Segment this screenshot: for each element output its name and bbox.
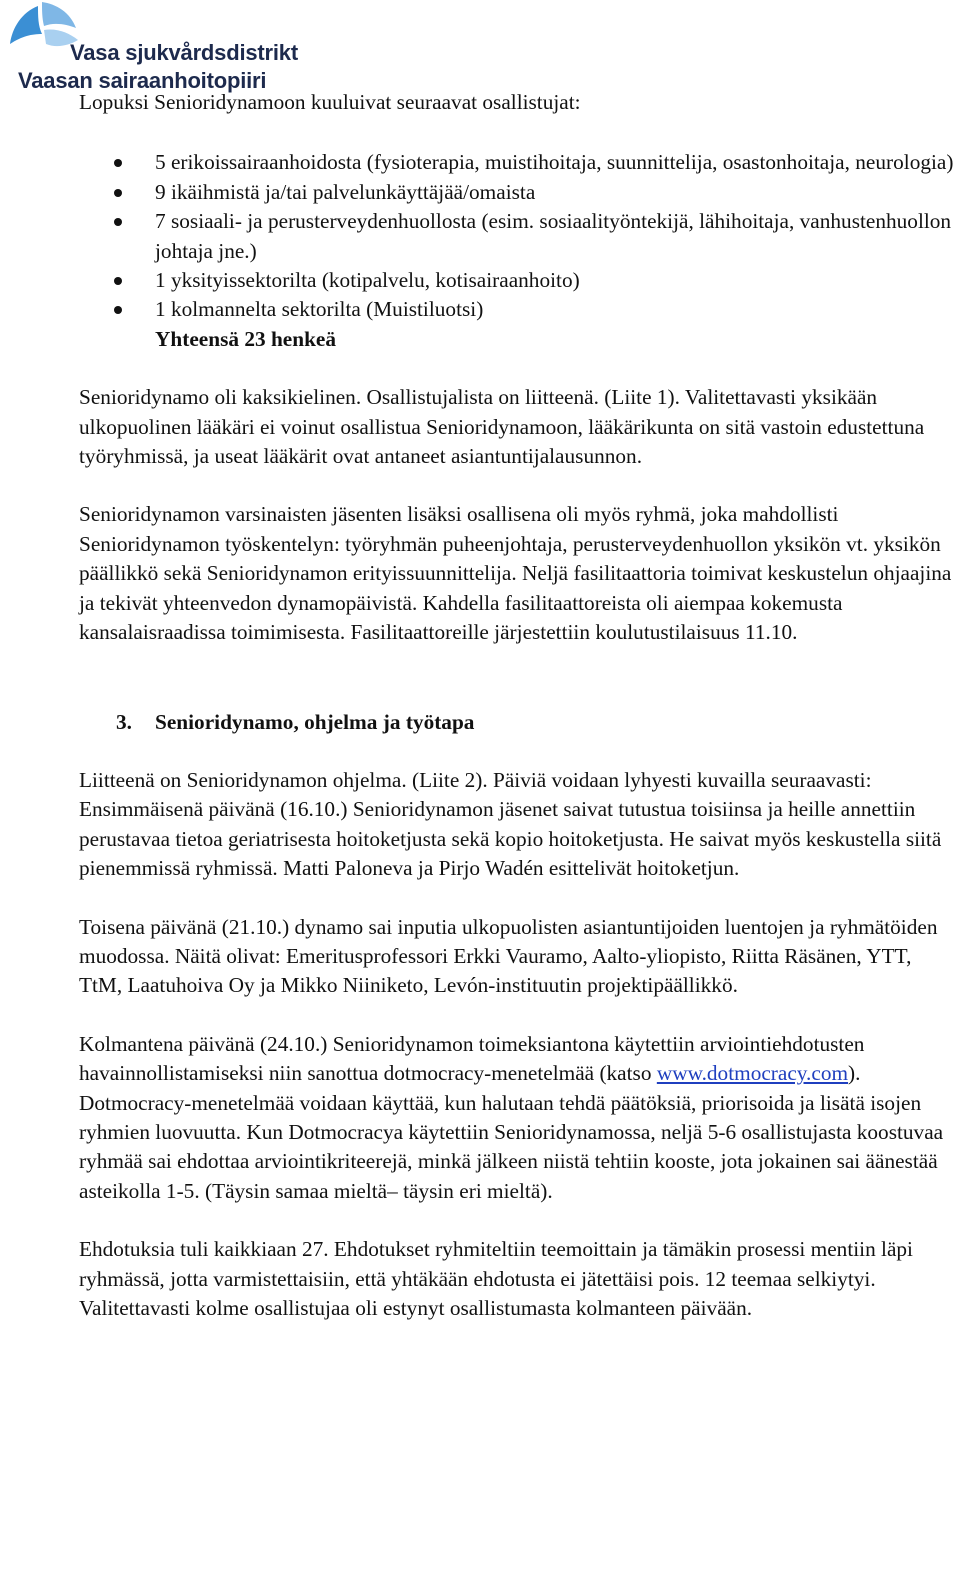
document-body bbox=[79, 88, 959, 1352]
paragraph-day-three: Kolmantena päivänä (24.10.) Senioridynamon toimeksiantona käytettiin arviointiehdotusten havainnollistamiseksi niin sanottua dotmocracy-menetelmää (katso www.dotmocracy.com). Dotmocracy-menetelmää voidaan käyttää, kun halutaan tehdä päätöksiä, priorisoida ja lisätä isojen ryhmien luovuutta. Kun Dotmocracya käytettiin Senioridynamossa, neljä 5-6 osallistujasta koostuvaa ryhmää sai ehdottaa arviointikriteerejä, minkä jälkeen niistä tehtiin kooste, jota jokainen sai äänestää asteikolla 1-5. (Täysin samaa mieltä– täysin eri mieltä). bbox=[79, 1031, 944, 1203]
participant-total: Yhteensä 23 henkeä bbox=[155, 326, 337, 351]
logo bbox=[8, 0, 328, 95]
logo-text-swedish: Vasa sjukvårdsdistrikt bbox=[70, 40, 298, 65]
list-item: 5 erikoissairaanhoidosta (fysioterapia, muistihoitaja, suunnittelija, osastonhoitaja, neurologia) bbox=[155, 148, 959, 177]
section-heading bbox=[79, 708, 959, 737]
logo-text-finnish: Vaasan sairaanhoitopiiri bbox=[18, 68, 267, 93]
bullet-icon bbox=[114, 189, 122, 197]
paragraph-proposals: Ehdotuksia tuli kaikkiaan 27. Ehdotukset ryhmiteltiin teemoittain ja tämäkin prosessi mentiin läpi ryhmässä, jotta varmistettaisiin, että yhtäkään ehdotusta ei jätettäisi pois. 12 teemaa selkiytyi. Valitettavasti kolme osallistujaa oli estynyt osallistumasta kolmanteen päivään. bbox=[79, 1237, 913, 1320]
bullet-icon bbox=[114, 277, 122, 285]
list-item: 1 yksityissektorilta (kotipalvelu, kotisairaanhoito) bbox=[155, 266, 959, 295]
list-item: 9 ikäihmistä ja/tai palvelunkäyttäjää/omaista bbox=[155, 178, 959, 207]
participant-list bbox=[79, 148, 959, 324]
paragraph-bilingual: Senioridynamo oli kaksikielinen. Osallistujalista on liitteenä. (Liite 1). Valitettavasti yksikään ulkopuolinen lääkäri ei voinut osallistua Senioridynamoon, lääkärikunta on sitä vastoin edustettuna työryhmissä, ja useat lääkärit ovat antaneet asiantuntijalausunnon. bbox=[79, 385, 925, 469]
intro-paragraph: Lopuksi Senioridynamoon kuuluivat seuraavat osallistujat: bbox=[79, 90, 581, 114]
bullet-icon bbox=[114, 306, 122, 314]
paragraph-day-one: Ensimmäisenä päivänä (16.10.) Senioridynamon jäsenet saivat tutustua toisiinsa ja heille annettiin perustavaa tietoa geriatrisesta hoitoketjusta sekä kopio hoitoketjusta. He saivat myös keskustella siitä pienemmissä ryhmissä. Matti Paloneva ja Pirjo Wadén esittelivät hoitoketjun. bbox=[79, 797, 942, 881]
section-title: Senioridynamo, ohjelma ja työtapa bbox=[155, 709, 475, 734]
bullet-icon bbox=[114, 159, 122, 167]
bullet-icon bbox=[114, 218, 122, 226]
list-item: 1 kolmannelta sektorilta (Muistiluotsi) bbox=[155, 295, 959, 324]
paragraph-day-two: Toisena päivänä (21.10.) dynamo sai inputia ulkopuolisten asiantuntijoiden luentojen ja ryhmätöiden muodossa. Näitä olivat: Emeritusprofessori Erkki Vauramo, Aalto-yliopisto, Riitta Räsänen, YTT, TtM, Laatuhoiva Oy ja Mikko Niiniketo, Levón-instituutin projektipäällikkö. bbox=[79, 914, 938, 998]
section-number: 3. bbox=[116, 709, 132, 734]
paragraph-program: Liitteenä on Senioridynamon ohjelma. (Liite 2). Päiviä voidaan lyhyesti kuvailla seuraavasti: bbox=[79, 767, 872, 792]
paragraph-facilitators: Senioridynamon varsinaisten jäsenten lisäksi osallisena oli myös ryhmä, joka mahdollisti Senioridynamon työskentelyn: työryhmän puheenjohtaja, perusterveydenhuollon yksikön vt. yksikön päällikkö sekä Senioridynamon erityissuunnittelija. Neljä fasilitaattoria toimivat keskustelun ohjaajina ja tekivät yhteenvedon dynamopäivistä. Kahdella fasilitaattoreista oli aiempaa kokemusta kansalaisraadissa toimimisesta. Fasilitaattoreille järjestettiin koulutustilaisuus 11.10. bbox=[79, 502, 952, 645]
dotmocracy-link[interactable]: www.dotmocracy.com bbox=[656, 1061, 849, 1086]
list-item: 7 sosiaali- ja perusterveydenhuollosta (esim. sosiaalityöntekijä, lähihoitaja, vanhustenhuollon johtaja jne.) bbox=[155, 207, 959, 266]
